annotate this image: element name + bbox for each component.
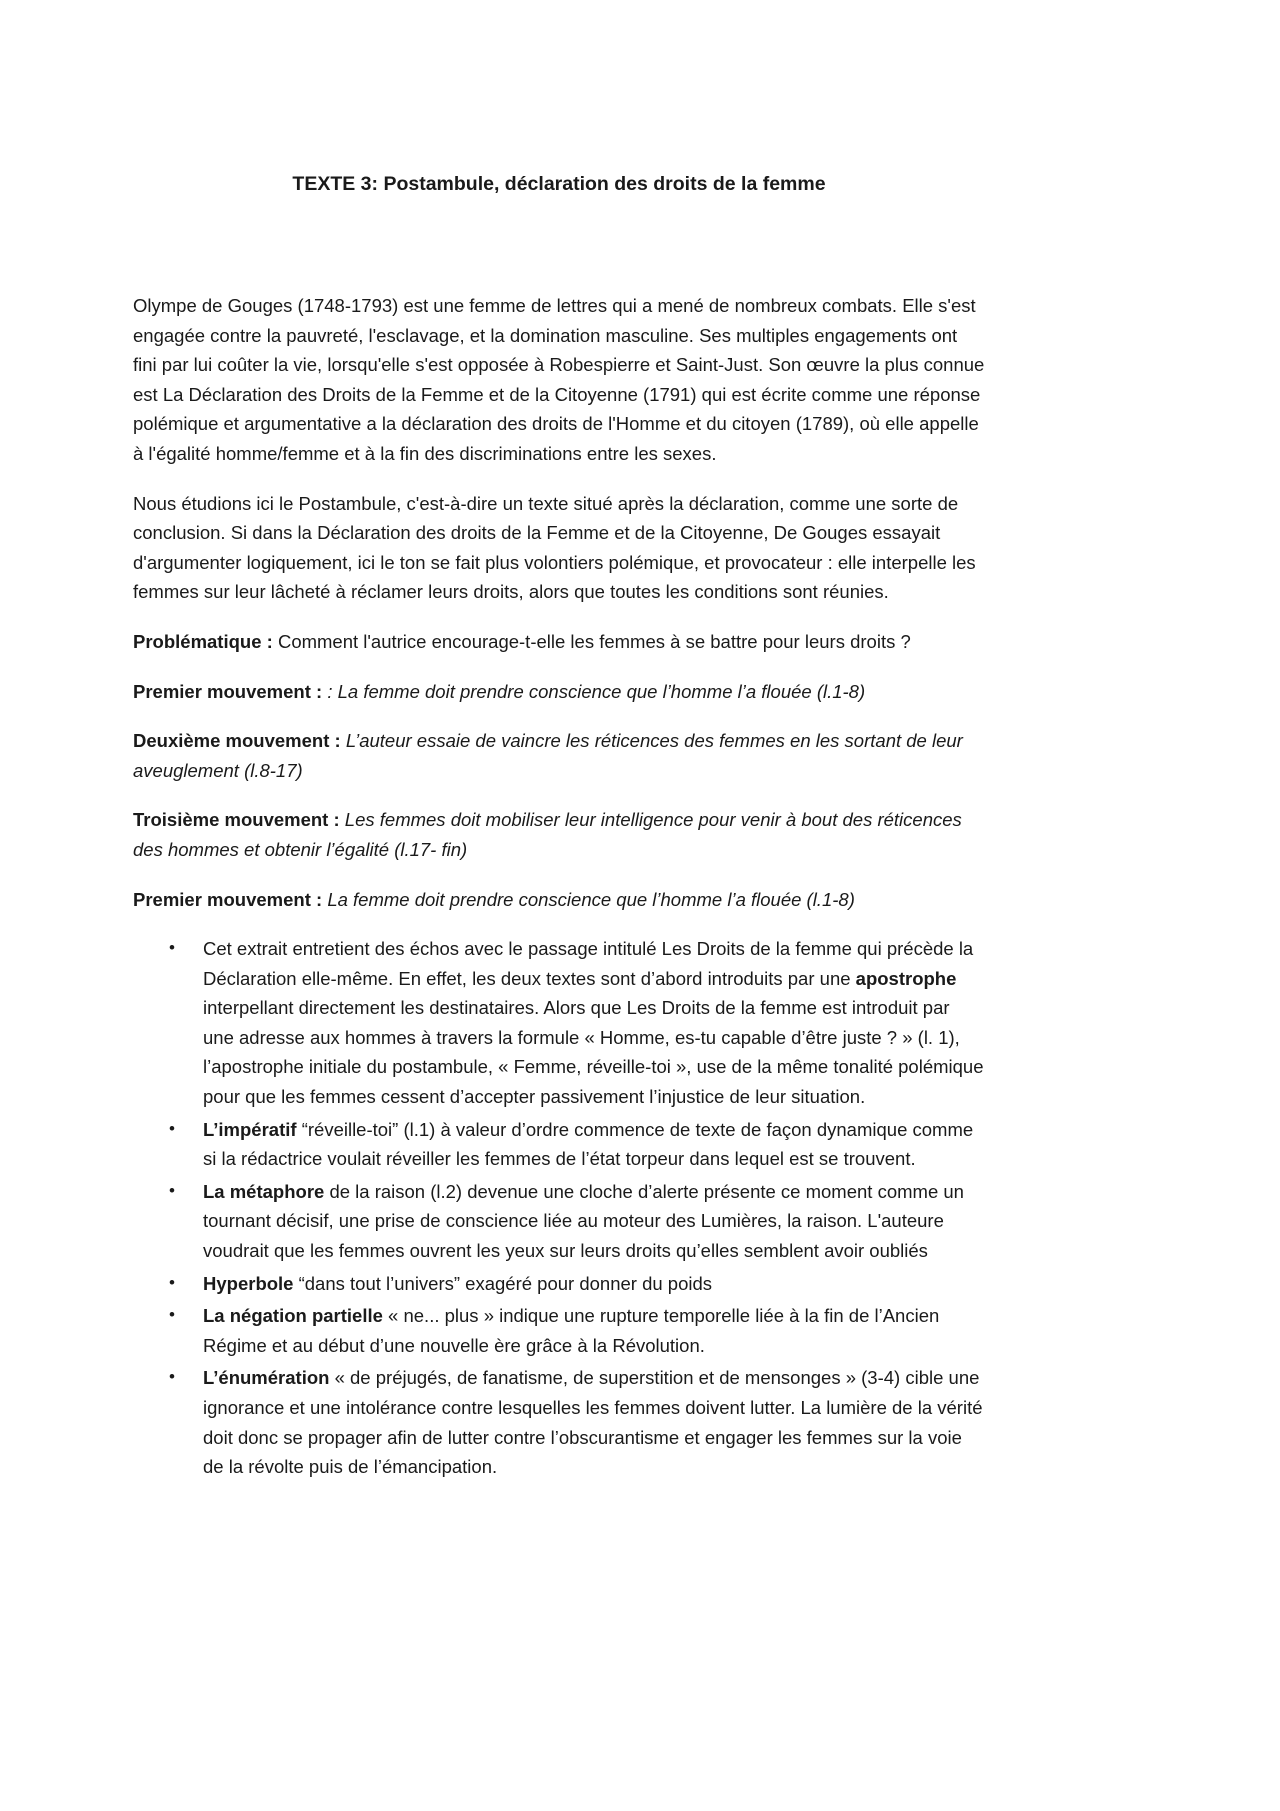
bullet-icon: • — [169, 1272, 175, 1292]
bullet-item — [133, 1115, 985, 1174]
problematique-label: Problématique : — [133, 630, 273, 652]
bullet-text: “dans tout l’univers” exagéré pour donner du poids — [293, 1272, 713, 1294]
document-title: TEXTE 3: Postambule, déclaration des droits de la femme — [292, 173, 826, 195]
problematique-line — [133, 627, 985, 657]
bullet-term-bold: L’impératif — [203, 1118, 297, 1140]
movement-3-label: Troisième mouvement : — [133, 809, 340, 831]
intro-paragraph: Olympe de Gouges (1748-1793) est une femme de lettres qui a mené de nombreux combats. Elle s'est engagée contre la pauvreté, l'esclavage, et la domination masculine. Ses multiples engagements ont fini par lui coûter la vie, lorsqu'elle s'est opposée à Robespierre et Saint-Just. Son œuvre la plus connue est La Déclaration des Droits de la Femme et de la Citoyenne (1791) qui est écrite comme une réponse polémique et argumentative a la déclaration des droits de l'Homme et du citoyen (1789), où elle appelle à l'égalité homme/femme et à la fin des discriminations entre les sexes. — [133, 295, 985, 464]
bullet-item — [133, 934, 985, 1112]
movement-2-line — [133, 726, 985, 785]
movement-1-repeat-line — [133, 885, 985, 915]
bullet-term-bold: La métaphore — [203, 1180, 325, 1202]
movement-1-repeat-text: La femme doit prendre conscience que l’homme l’a flouée (l.1-8) — [327, 888, 855, 910]
bullet-item — [133, 1301, 985, 1360]
movement-3-line — [133, 805, 985, 864]
movement-1-repeat-label: Premier mouvement : — [133, 888, 323, 910]
movement-1-label: Premier mouvement : — [133, 680, 323, 702]
bullet-item — [133, 1269, 985, 1299]
bullet-text: « de préjugés, de fanatisme, de superstition et de mensonges » (3-4) cible une ignorance et une intolérance contre lesquelles les femmes doivent lutter. La lumière de la vérité doit donc se propager afin de lutter contre l’obscurantisme et engager les femmes sur la voie de la révolte puis de l’émancipation. — [203, 1367, 983, 1478]
bullet-text: de la raison (l.2) devenue une cloche d’alerte présente ce moment comme un tournant décisif, une prise de conscience liée au moteur des Lumières, la raison. L'auteure voudrait que les femmes ouvrent les yeux sur leurs droits qu’elles semblent avoir oubliés — [203, 1180, 964, 1262]
bullet-term-bold: La négation partielle — [203, 1305, 383, 1327]
bullet-text: Cet extrait entretient des échos avec le passage intitulé Les Droits de la femme qui précède la Déclaration elle-même. En effet, les deux textes sont d’abord introduits par une — [203, 938, 974, 989]
bullet-text: interpellant directement les destinataires. Alors que Les Droits de la femme est introduit par une adresse aux hommes à travers la formule « Homme, es-tu capable d’être juste ? » (l. 1), l’apostrophe initiale du postambule, « Femme, réveille-toi », use de la même tonalité polémique pour que les femmes cessent d’accepter passivement l’injustice de leur situation. — [203, 997, 984, 1108]
document-content — [133, 170, 985, 1482]
bullet-text: « ne... plus » indique une rupture temporelle liée à la fin de l’Ancien Régime et au début d’une nouvelle ère grâce à la Révolution. — [203, 1305, 940, 1356]
bullet-icon: • — [169, 1118, 175, 1138]
movement-3-text: Les femmes doit mobiliser leur intelligence pour venir à bout des réticences des hommes et obtenir l’égalité (l.17- fin) — [133, 809, 962, 860]
bullet-icon: • — [169, 1305, 175, 1325]
bullet-item — [133, 1363, 985, 1481]
bullet-term-bold: apostrophe — [855, 967, 957, 989]
bullet-term-bold: L’énumération — [203, 1367, 330, 1389]
bullet-list — [133, 934, 985, 1482]
movement-1-line — [133, 677, 985, 707]
bullet-icon: • — [169, 1367, 175, 1387]
bullet-term-bold: Hyperbole — [203, 1272, 294, 1294]
movement-1-text: : La femme doit prendre conscience que l’homme l’a flouée (l.1-8) — [327, 680, 866, 702]
movement-2-text: L’auteur essaie de vaincre les réticences des femmes en les sortant de leur aveuglement (l.8-17) — [133, 730, 963, 781]
problematique-text: Comment l'autrice encourage-t-elle les femmes à se battre pour leurs droits ? — [277, 630, 911, 652]
bullet-text: “réveille-toi” (l.1) à valeur d’ordre commence de texte de façon dynamique comme si la rédactrice voulait réveiller les femmes de l’état torpeur dans lequel est se trouvent. — [203, 1118, 974, 1170]
bullet-item — [133, 1177, 985, 1266]
bullet-icon: • — [169, 938, 175, 958]
bullet-icon: • — [169, 1180, 175, 1200]
study-paragraph: Nous étudions ici le Postambule, c'est-à-dire un texte situé après la déclaration, comme une sorte de conclusion. Si dans la Déclaration des droits de la Femme et de la Citoyenne, De Gouges essayait d'argumenter logiquement, ici le ton se fait plus volontiers polémique, et provocateur : elle interpelle les femmes sur leur lâcheté à réclamer leurs droits, alors que toutes les conditions sont réunies. — [133, 492, 976, 603]
movement-2-label: Deuxième mouvement : — [133, 730, 341, 752]
